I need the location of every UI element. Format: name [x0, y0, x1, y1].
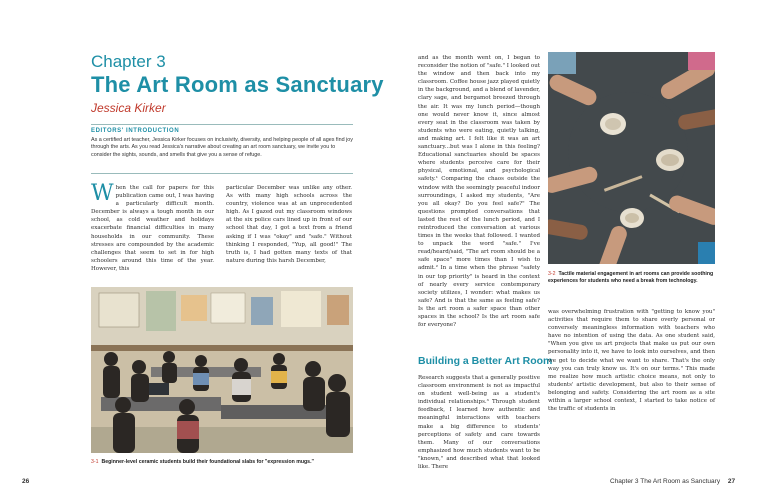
divider-rule — [91, 173, 353, 174]
chapter-title: The Art Room as Sanctuary — [91, 72, 384, 97]
clay-hands-photo — [548, 52, 715, 264]
body-text: particular December was unlike any other. As with many high schools across the country, violence was at an unprecedented high. As I gazed out my classroom windows at the six police cars lined up in front of our school that day, I got a text from a friend asking if I was "okay" and "safe." Without thinking I responded, "Yup, all good!" The truth is, I had gotten many texts of that nature during this harsh December, — [226, 185, 352, 264]
page-number: 26 — [22, 478, 30, 485]
author-name: Jessica Kirker — [91, 101, 166, 115]
section-heading: Building a Better Art Room — [418, 355, 553, 367]
figure-caption — [91, 459, 353, 466]
figure-number: 3-2 — [548, 271, 556, 277]
caption-text: Beginner-level ceramic students build their foundational slabs for "expression mugs." — [101, 459, 314, 465]
body-text: Research suggests that a generally positive classroom environment is not as impactful on student well-being as a student's individual relationships.³ Through student feedback, I learned how authentic and meaningful interactions with teachers make a big difference to students' perceptions of safety and care towards them. Many of our conversations emphasized how much students want to be "known," and described what that looked like. There — [418, 375, 540, 471]
classroom-photo — [91, 287, 353, 453]
editors-intro-text: As a certified art teacher, Jessica Kirker focuses on inclusivity, diversity, and helping people of all ages find joy through the arts. As you read Jessica's narrative about creating an art room sanctuary, we invite you to consider the sights, sounds, and smells that give you a sense of refuge. — [91, 137, 353, 158]
running-footer — [610, 478, 735, 485]
figure-caption — [548, 271, 715, 285]
body-text: hen the call for papers for this publication came out, I was having a particularly difficult month. December is always a tough month in our school, as cold weather and holidays exacerbate financial difficulties in many households in our community. These stresses are compounded by the academic challenges that seem to set in for high schoolers around this time of the year. However, this — [91, 185, 214, 272]
right-column-2 — [548, 308, 715, 413]
running-head: Chapter 3 The Art Room as Sanctuary — [610, 478, 721, 485]
figure-number: 3-1 — [91, 459, 99, 465]
right-page — [384, 0, 768, 497]
right-column-1-bottom — [418, 374, 540, 471]
left-column-1 — [91, 181, 214, 273]
divider-rule — [91, 124, 353, 125]
chapter-label: Chapter 3 — [91, 52, 166, 71]
classroom-photo-image — [91, 287, 353, 453]
body-text: was overwhelming frustration with "getting to know you" activities that require them to share overly personal or conversely meaningless information with teachers who have no intention of using the data. As one student said, "When you give us art projects that make us put our own personality into it, we have to look into ourselves, and then we get to decide what we want to share. That's the only way you can truly know us. It's on our terms." This made me realize how much artistic choice means, not only to students' artistic development, but also to their sense of belonging and safety. Considering the art room as a site within a larger school context, I started to take notice of the traffic of students in — [548, 309, 715, 413]
drop-cap: W — [91, 181, 114, 206]
page-number: 27 — [727, 478, 736, 485]
caption-text: Tactile material engagement in art rooms can provide soothing experiences for students who need a break from technology. — [548, 271, 714, 284]
left-column-2 — [226, 184, 352, 265]
right-column-1-top — [418, 54, 540, 329]
clay-hands-photo-image — [548, 52, 715, 264]
body-text: and as the month went on, I began to reconsider the notion of "safe." I looked out the window and then back into my classroom. Coffee house jazz played quietly in the background, and a blend of lavender, clary sage, and bergamot breezed through the air. It was my lunch period—though one would never know it, since almost every seat in the classroom was taken by students who were eating, quietly talking, and making art. I felt like it was an art sanctuary...but was I alone in this feeling? Educational sanctuaries should be spaces where students perceive care for their physical, emotional, and psychological safety.¹ Comparing the chaos outside the window with the seemingly peaceful indoor surroundings, I asked my students, "Are you all okay? Do you feel safe?" The questions prompted conversations that lasted the rest of the lunch period, and I reintroduced the conversation at various times in the weeks that followed. I wanted to unpack the word "safe." I've read/heard/said, "The art room should be a safe space" more times than I wish to admit.² In a time when the phrase "safety in our top priority" is heard in the context of nearly every service contemporary society utilizes, I wonder: what makes us safe? And is that the same as feeling safe? Is the art room a safer space than other spaces in the school? Is the art room safe for everyone? — [418, 55, 540, 329]
editors-intro-heading: EDITORS' INTRODUCTION — [91, 128, 180, 134]
